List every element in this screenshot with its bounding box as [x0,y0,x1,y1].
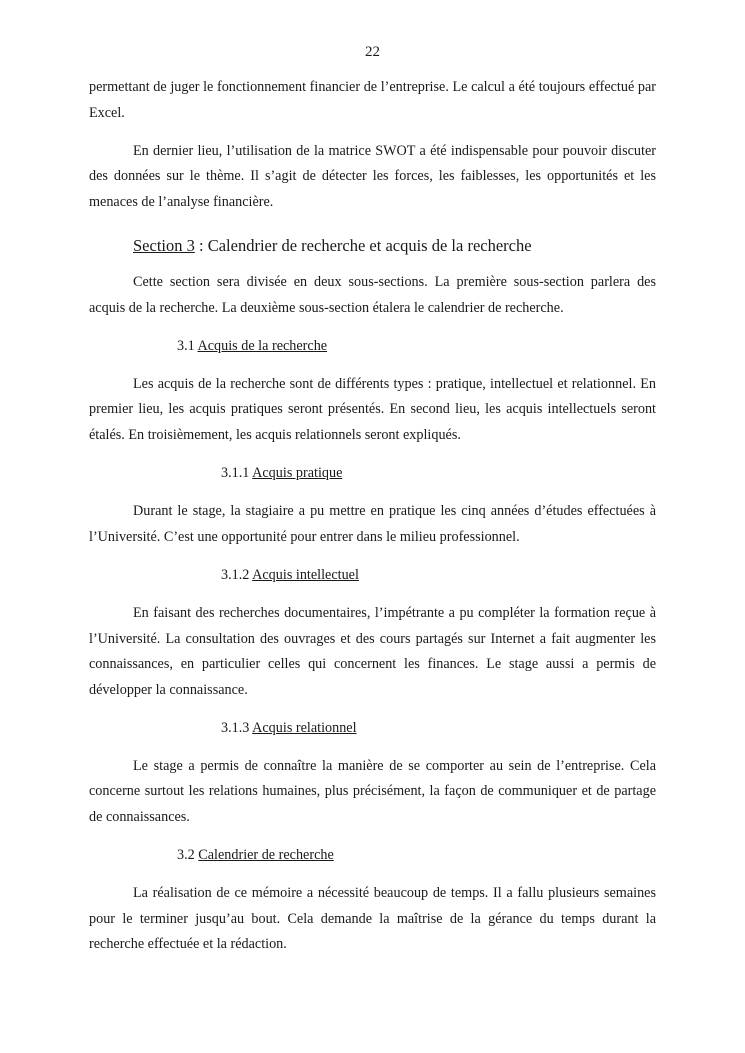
heading-3-1-title: Acquis de la recherche [197,337,328,354]
heading-3-1-2 [89,563,656,589]
section-3-separator: : [194,236,208,256]
heading-3-1-3 [89,716,656,742]
section-3-title: Calendrier de recherche et acquis de la recherche [207,236,532,256]
heading-3-1-1 [89,461,656,487]
paragraph-section-intro: Cette section sera divisée en deux sous-sections. La première sous-section parlera des acquis de la recherche. La deuxième sous-section étalera le calendrier de recherche. [89,273,656,316]
paragraph-acquis-relationnel: Le stage a permis de connaître la manière de se comporter au sein de l’entreprise. Cela concerne surtout les relations humaines, plus précisément, la façon de communiquer et de partage de connaissances. [89,757,656,826]
paragraph-acquis-types: Les acquis de la recherche sont de différents types : pratique, intellectuel et relationnel. En premier lieu, les acquis pratiques seront présentés. En second lieu, les acquis intellectuels seront étalés. En troisièmement, les acquis relationnels seront expliqués. [89,375,656,443]
section-3-heading [133,235,656,257]
heading-3-1-3-title: Acquis relationnel [252,719,357,736]
heading-3-1-3-number: 3.1.3 [221,719,253,736]
paragraph-acquis-intellectuel: En faisant des recherches documentaires, l’impétrante a pu compléter la formation reçue à l’Université. La consultation des ouvrages et des cours partagés sur Internet a fait augmenter les connaissances, en particulier celles qui concernent les finances. Le stage aussi a permis de développer la connaissance. [89,604,656,698]
heading-3-2-title: Calendrier de recherche [198,847,334,864]
heading-3-1-1-number: 3.1.1 [221,465,253,482]
section-3-label: Section 3 [133,236,195,256]
heading-3-1-2-title: Acquis intellectuel [252,566,359,583]
paragraph-acquis-pratique: Durant le stage, la stagiaire a pu mettre en pratique les cinq années d’études effectuées à l’Université. C’est une opportunité pour entrer dans le milieu professionnel. [89,503,656,545]
heading-3-2-number: 3.2 [177,847,199,864]
heading-3-1-1-title: Acquis pratique [252,465,343,482]
heading-3-1 [89,334,656,360]
paragraph-financial-calc: permettant de juger le fonctionnement financier de l’entreprise. Le calcul a été toujours effectué par Excel. [89,79,656,121]
document-body [89,75,656,958]
heading-3-1-2-number: 3.1.2 [221,566,253,583]
paragraph-calendrier: La réalisation de ce mémoire a nécessité beaucoup de temps. Il a fallu plusieurs semaines pour le terminer jusqu’au bout. Cela demande la maîtrise de la gérance du temps durant la recherche effectuée et la rédaction. [89,885,656,953]
page-number: 22 [365,44,380,60]
heading-3-1-number: 3.1 [177,337,198,354]
heading-3-2 [89,843,656,869]
paragraph-swot: En dernier lieu, l’utilisation de la matrice SWOT a été indispensable pour pouvoir discuter des données sur le thème. Il s’agit de détecter les forces, les faiblesses, les opportunités et les menaces de l’analyse financière. [89,142,656,210]
